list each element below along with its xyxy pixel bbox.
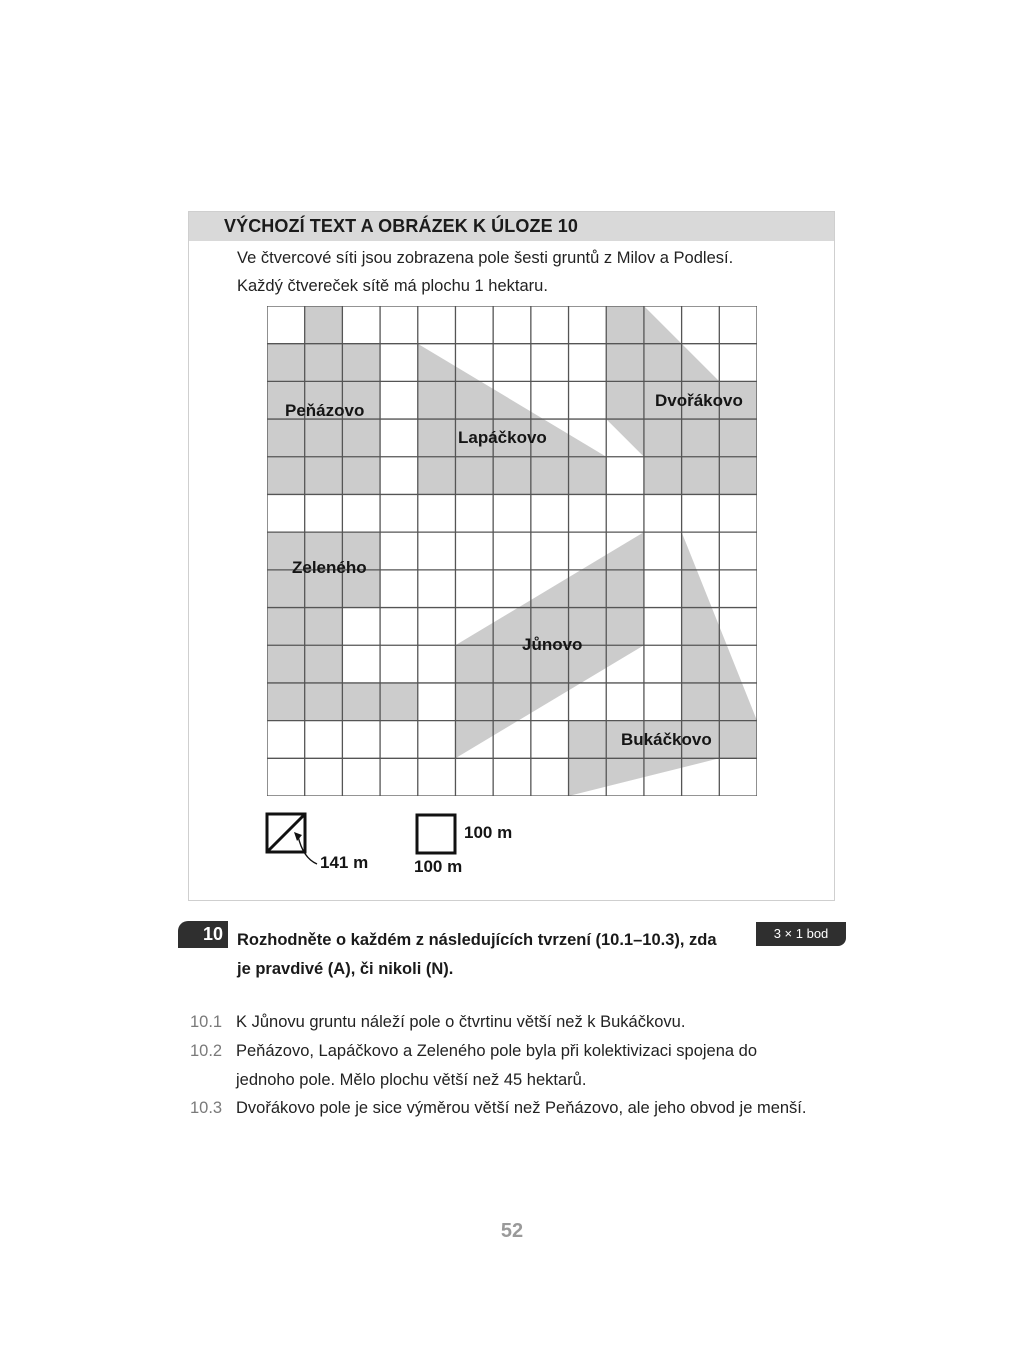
- intro-line-1: Ve čtvercové síti jsou zobrazena pole šesti gruntů z Milov a Podlesí.: [237, 249, 734, 267]
- task-number: 10: [178, 921, 228, 948]
- field-grid: [267, 306, 757, 796]
- points-badge: 3 × 1 bod: [756, 922, 846, 946]
- statement-10-3: [190, 1099, 806, 1118]
- statement-10-1: [190, 1013, 685, 1032]
- label-penazovo: Peňázovo: [285, 401, 365, 420]
- statement-10-2: [190, 1042, 757, 1061]
- label-zeleneho: Zeleného: [292, 558, 367, 577]
- statement-number: 10.3: [190, 1099, 223, 1117]
- label-bukackovo: Bukáčkovo: [621, 730, 712, 749]
- legend-side-bottom: 100 m: [414, 857, 463, 876]
- page-number: 52: [500, 1220, 524, 1242]
- task-instruction: [237, 926, 757, 984]
- grid-diagram: [267, 306, 757, 796]
- source-title: VÝCHOZÍ TEXT A OBRÁZEK K ÚLOZE 10: [224, 216, 578, 236]
- statement-text: K Jůnovu gruntu náleží pole o čtvrtinu větší než k Bukáčkovu.: [236, 1013, 686, 1031]
- legend-diagonal-length: 141 m: [320, 853, 369, 872]
- label-lapackovo: Lapáčkovo: [458, 428, 547, 447]
- statement-10-2-continuation: jednoho pole. Mělo plochu větší než 45 hektarů.: [236, 1071, 587, 1089]
- statement-text: Dvořákovo pole je sice výměrou větší než Peňázovo, ale jeho obvod je menší.: [236, 1099, 807, 1117]
- legend-side-right: 100 m: [464, 823, 513, 842]
- statement-text: Peňázovo, Lapáčkovo a Zeleného pole byla při kolektivizaci spojena do: [236, 1042, 757, 1060]
- task-instruction-line-2: je pravdivé (A), či nikoli (N).: [237, 960, 454, 978]
- legend-diagonal: [265, 812, 325, 872]
- statement-number: 10.2: [190, 1042, 223, 1060]
- source-header: [189, 212, 834, 241]
- label-dvorakovo: Dvořákovo: [655, 391, 743, 410]
- task-instruction-line-1: Rozhodněte o každém z následujících tvrzení (10.1–10.3), zda: [237, 931, 717, 949]
- label-junovo: Jůnovo: [522, 635, 583, 654]
- intro-line-2: Každý čtvereček sítě má plochu 1 hektaru.: [237, 277, 548, 295]
- statement-number: 10.1: [190, 1013, 223, 1031]
- diagonal-square-icon: [265, 812, 325, 867]
- legend-square: [415, 813, 459, 862]
- square-icon: [415, 813, 459, 857]
